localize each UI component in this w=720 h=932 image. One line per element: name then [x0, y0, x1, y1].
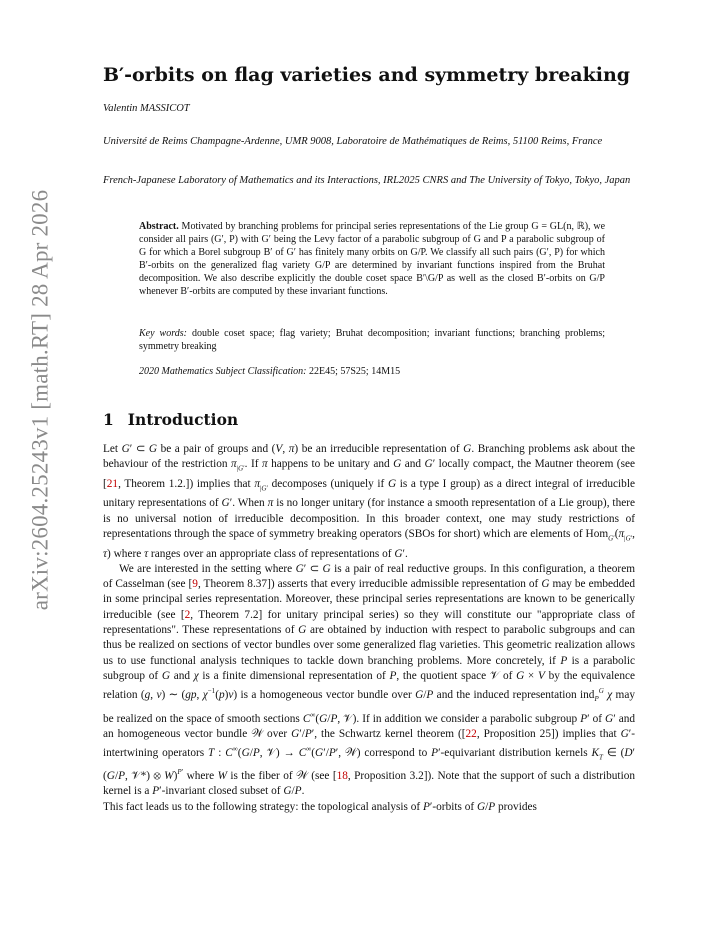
- section-title: Introduction: [127, 410, 239, 429]
- section-number: 1: [103, 410, 114, 429]
- arxiv-identifier[interactable]: arXiv:2604.25243v1 [math.RT] 28 Apr 2026: [27, 189, 53, 611]
- abstract-text: Motivated by branching problems for principal series representations of the Lie group G = GL(n, ℝ), we consider all pairs (G′, P) with G′ being the Levy factor of a parabolic subgroup of G and P a parabolic subgroup of G for which a Borel subgroup B′ of G′ has finitely many orbits on G/P. We classify all such pairs (G′, P) for which B′-orbits on the generalized flag variety G/P are determined by invariant functions inspired from the Bruhat decomposition. We also describe explicitly the double coset space B′\G/P as well as the closed B′-orbits on G/P whenever B′-orbits are computed by these invariant functions.: [139, 221, 606, 297]
- affiliation-2: French-Japanese Laboratory of Mathematics and its Interactions, IRL2025 CNRS and The University of Tokyo, Tokyo, Japan: [103, 175, 631, 186]
- abstract-label: Abstract.: [139, 221, 179, 232]
- msc-label: 2020 Mathematics Subject Classification:: [139, 366, 307, 377]
- citation-link[interactable]: 18: [336, 769, 348, 782]
- paragraph-2: We are interested in the setting where G′ ⊂ G is a pair of real reductive groups. In this configuration, a theorem of Casselman (see [9, Theorem 8.37]) asserts that every irreducible admissible representation of G may be embedded in some principal series representation. Moreover, these principal series representations are known to be generically irreducible (see [2, Theorem 7.2] for unitary principal series) so they will constitute our "appropriate class of representations". These representations of G are obtained by induction with respect to parabolic subgroups and can thus be realized on sections of vector bundles over some generalized flag varieties. This geometric realization allows us to use functional analysis techniques to tackle down branching problems. More concretely, if P is a parabolic subgroup of G and χ is a finite dimensional representation of P, the quotient space 𝒱 of G × V by the equivalence relation (g, v) ∼ (gp, $\chi^{-1}(p)v$) is a homogeneous vector bundle over G/P and the induced representation ind$_P^G$ χ may be realized on the space of smooth sections C∞(G/P, 𝒱). If in addition we consider a parabolic subgroup P′ of G′ and an homogeneous vector bundle 𝒲 over G′/P′, the Schwartz kernel theorem ([22, Proposition 25]) implies that G′-intertwining operators T : C∞(G/P, 𝒱) → C∞(G′/P′, 𝒲) correspond to P′-equivariant distribution kernels $K_T$ ∈ (D′(G/P, 𝒱*) ⊗ W)$^{P'}$ where W is the fiber of 𝒲 (see [18, Proposition 3.2]). Note that the support of such a distribution kernel is a P′-invariant closed subset of G/P.: [103, 562, 636, 798]
- msc-text: 22E45; 57S25; 14M15: [308, 366, 401, 377]
- msc-classification: [139, 365, 605, 378]
- keywords: [139, 327, 605, 353]
- keywords-label: Key words:: [139, 328, 187, 339]
- affiliation-1: Université de Reims Champagne-Ardenne, UMR 9008, Laboratoire de Mathématiques de Reims, 51100 Reims, France: [103, 136, 603, 147]
- paragraph-3: This fact leads us to the following strategy: the topological analysis of P′-orbits of G/P provides: [103, 800, 537, 813]
- abstract: [139, 220, 605, 298]
- section-heading: [103, 410, 238, 429]
- citation-link[interactable]: 21: [106, 477, 119, 490]
- paper-title: B′-orbits on flag varieties and symmetry breaking: [103, 64, 631, 86]
- arxiv-sidebar: [20, 140, 60, 660]
- citation-link[interactable]: 22: [465, 727, 477, 740]
- paragraph-1: Let G′ ⊂ G be a pair of groups and (V, π) be an irreducible representation of G. Branching problems ask about the behaviour of the restriction $\pi_{|G'}$. If π happens to be unitary and G and G′ locally compact, the Mautner theorem (see [21, Theorem 1.2.]) implies that $\pi_{|G'}$ decomposes (uniquely if G is a type I group) as a direct integral of irreducible unitary representations of G′. When π is no longer unitary (for instance a smooth representation of a Lie group), there is no universal notion of irreducible decomposition. In this broader context, one may study restrictions of representations through the space of symmetry breaking operators (SBOs for short) which are elements of $Hom_{G'}(\pi_{|G'}$, τ) where τ ranges over an appropriate class of representations of G′.: [103, 443, 636, 560]
- introduction-body: [103, 442, 635, 815]
- author-name: Valentin MASSICOT: [103, 103, 190, 114]
- citation-link[interactable]: 2: [184, 608, 191, 621]
- citation-link[interactable]: 9: [192, 578, 198, 591]
- keywords-text: double coset space; flag variety; Bruhat decomposition; invariant functions; branching problems; symmetry breaking: [139, 328, 606, 352]
